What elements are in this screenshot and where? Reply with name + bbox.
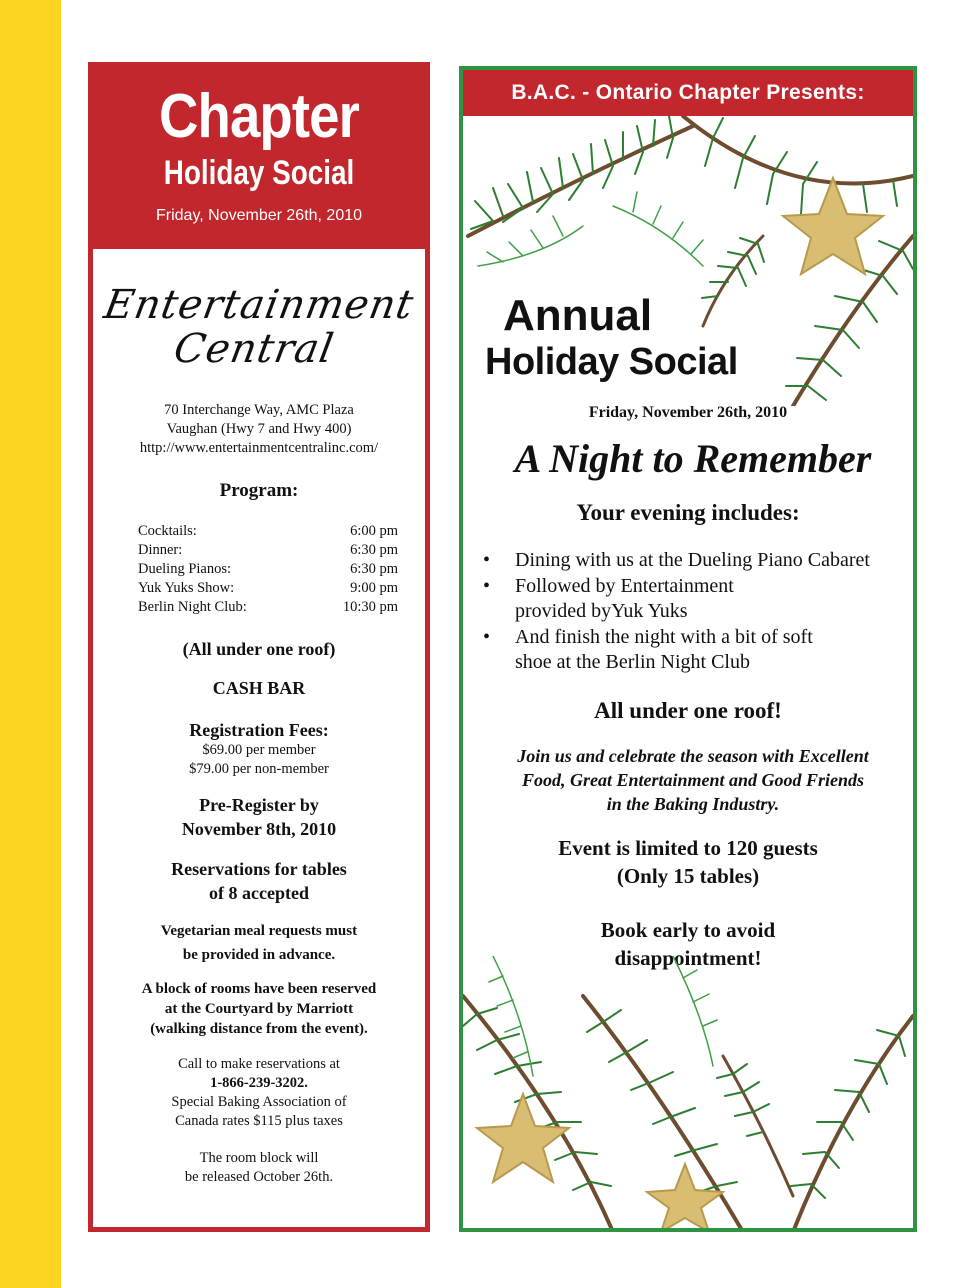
hotel-block-line: (walking distance from the event). [150,1021,368,1037]
pine-branch-icon [463,956,913,1232]
phone-number-text: 1-866-239-3202. [210,1075,308,1091]
program-row [138,522,398,541]
table-reservations-note [93,857,425,905]
join-us-message [483,744,903,816]
program-row [138,541,398,560]
guest-limit-note [463,834,913,890]
prereg-line: Pre-Register by [199,795,319,815]
venue-website: http://www.entertainmentcentralinc.com/ [139,440,379,456]
program-item: Cocktails: [138,523,197,539]
all-under-one-roof-note: All under one roof! [594,698,782,723]
registration-fees-title: Registration Fees: [189,720,329,740]
list-item [483,574,903,625]
list-item-line: • Dining with us at the Dueling Piano Cabaret [515,549,870,571]
program-time: 10:30 pm [342,599,398,615]
right-flyer-panel [459,66,917,1232]
hotel-call-info [93,1055,425,1131]
venue-address [93,401,425,458]
left-body [93,249,425,1187]
program-row [138,598,398,617]
call-line: Special Baking Association of [171,1094,347,1110]
chapter-title: Chapter [158,82,359,151]
limit-line: (Only 15 tables) [616,864,760,888]
pre-register-deadline [93,793,425,841]
cash-bar-note: CASH BAR [212,678,306,698]
program-item: Yuk Yuks Show: [138,580,235,596]
gold-star-icon [783,178,883,274]
release-line: be released October 26th. [184,1169,334,1185]
list-item-line: shoe at the Berlin Night Club [515,651,750,673]
event-date: Friday, November 26th, 2010 [155,207,363,224]
program-time: 6:30 pm [350,542,398,558]
call-line: Canada rates $115 plus taxes [175,1113,343,1129]
book-line: disappointment! [614,946,762,970]
list-item-line: provided byYuk Yuks [515,600,688,622]
hotel-block-line: A block of rooms have been reserved [141,981,377,997]
event-date: Friday, November 26th, 2010 [588,404,788,421]
yellow-side-bar [0,0,61,1288]
join-line: Food, Great Entertainment and Good Friends [521,770,865,790]
limit-line: Event is limited to 120 guests [558,836,818,860]
room-block-release-note [93,1149,425,1187]
program-item: Dinner: [138,542,183,558]
night-to-remember-tagline: A Night to Remember [514,436,872,481]
reservation-line: Reservations for tables [171,859,347,879]
program-time: 6:00 pm [350,523,398,539]
phone-number [93,1074,425,1093]
fee-line: $69.00 per member [202,742,316,758]
left-header [93,67,425,249]
list-item-line: • Followed by Entertainment [515,574,734,597]
evening-includes-title: Your evening includes: [576,500,800,525]
holiday-social-subtitle: Holiday Social [163,154,355,192]
book-line: Book early to avoid [600,918,776,942]
prereg-line: November 8th, 2010 [181,819,337,839]
vegetarian-line: Vegetarian meal requests must [160,923,358,939]
program-row [138,579,398,598]
fee-line: $79.00 per non-member [189,761,329,777]
release-line: The room block will [199,1150,319,1166]
call-line: Call to make reservations at [178,1056,340,1072]
evening-includes-list [483,548,903,676]
venue-logo-line: Central [170,326,338,372]
venue-logo-line: Entertainment [100,282,418,328]
join-line: Join us and celebrate the season with Excellent [517,746,869,766]
list-item [483,625,903,676]
left-flyer-panel [88,62,430,1232]
registration-fees [93,741,425,779]
address-line: 70 Interchange Way, AMC Plaza [164,402,354,418]
hotel-block-line: at the Courtyard by Marriott [164,1001,354,1017]
annual-title: Annual [503,291,653,340]
all-under-one-roof-note: (All under one roof) [182,639,336,659]
program-title: Program: [219,480,299,501]
program-item: Dueling Pianos: [138,561,232,577]
gold-star-icon [477,1094,569,1182]
holiday-social-title: Holiday Social [485,341,738,383]
address-line: Vaughan (Hwy 7 and Hwy 400) [166,421,352,437]
vegetarian-note [93,919,425,967]
list-item [483,548,903,574]
program-row [138,560,398,579]
join-line: in the Baking Industry. [606,794,780,814]
hotel-block-note [93,979,425,1039]
right-header: B.A.C. - Ontario Chapter Presents: [463,70,913,116]
vegetarian-line: be provided in advance. [182,947,336,963]
program-time: 9:00 pm [350,580,398,596]
program-list [138,522,398,617]
venue-logo [93,283,425,371]
gold-star-icon [647,1164,723,1232]
program-item: Berlin Night Club: [138,599,247,615]
list-item-line: • And finish the night with a bit of soft [515,625,813,648]
reservation-line: of 8 accepted [209,883,309,903]
program-time: 6:30 pm [350,561,398,577]
